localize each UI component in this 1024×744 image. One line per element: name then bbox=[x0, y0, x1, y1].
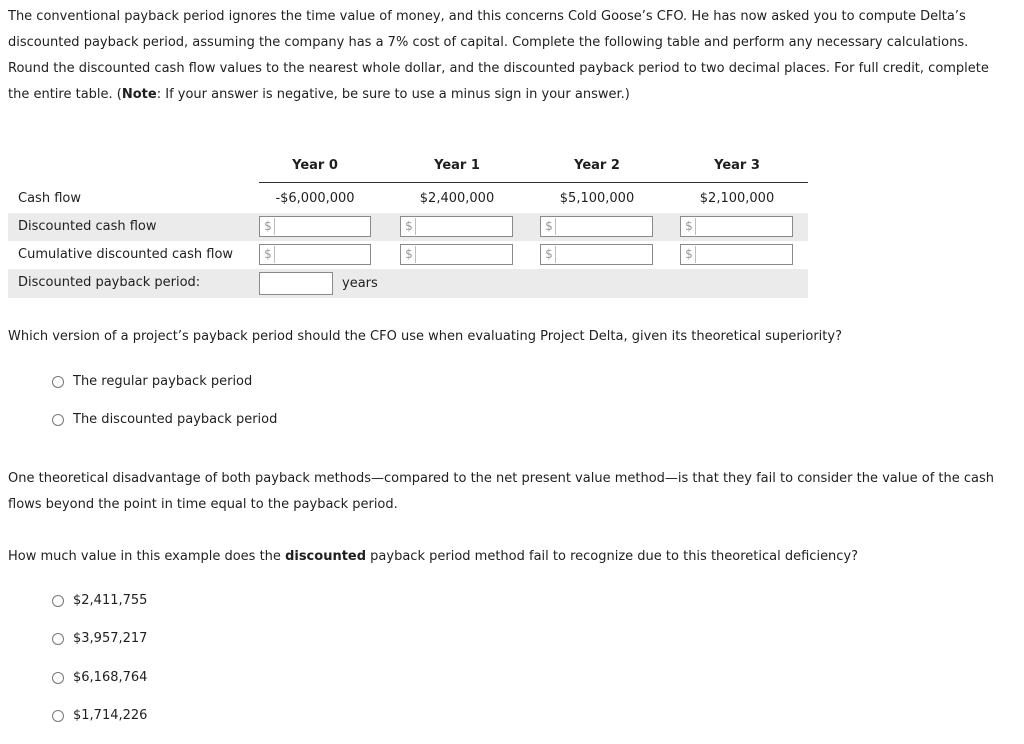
payback-table bbox=[8, 158, 808, 298]
dollar-sign: $ bbox=[262, 218, 275, 235]
radio-button[interactable] bbox=[52, 414, 64, 426]
row-label: Discounted cash flow bbox=[18, 219, 157, 234]
option-value-4[interactable] bbox=[52, 708, 147, 724]
option-regular-payback[interactable] bbox=[52, 374, 252, 390]
question-unrecognized-value: How much value in this example does the discounted payback period method fail to recognize due to this theoretical deficiency? bbox=[8, 549, 859, 564]
instructions-paragraph: The conventional payback period ignores the time value of money, and this concerns Cold Goose’s CFO. He has now asked you to compute Delta’s discounted payback period, assuming the company has a 7% cost of capital. Complete the following table and perform any necessary calculations. Round the discounted cash flow values to the nearest whole dollar, and the discounted payback period to two decimal places. For full credit, complete the entire table. (Note: If your answer is negative, be sure to use a minus sign in your answer.) bbox=[8, 9, 989, 102]
cash-flow-year-2: $5,100,000 bbox=[559, 191, 635, 206]
discounted-year-1-input[interactable] bbox=[400, 216, 513, 237]
cash-flow-year-3: $2,100,000 bbox=[699, 191, 775, 206]
cumulative-year-2-input[interactable] bbox=[540, 244, 653, 265]
radio-button[interactable] bbox=[52, 376, 64, 388]
header-year-0: Year 0 bbox=[292, 158, 338, 173]
header-year-3: Year 3 bbox=[714, 158, 760, 173]
discounted-year-2-input[interactable] bbox=[540, 216, 653, 237]
radio-button[interactable] bbox=[52, 710, 64, 722]
header-year-2: Year 2 bbox=[574, 158, 620, 173]
question-payback-version: Which version of a project’s payback period should the CFO use when evaluating Project Delta, given its theoretical superiority? bbox=[8, 329, 842, 344]
row-cumulative-discounted bbox=[8, 241, 808, 269]
dollar-sign: $ bbox=[683, 218, 696, 235]
option-value-2[interactable] bbox=[52, 631, 147, 647]
row-label: Cumulative discounted cash flow bbox=[18, 247, 234, 262]
dollar-sign: $ bbox=[683, 246, 696, 263]
note-label: Note bbox=[121, 87, 157, 102]
row-discounted-payback bbox=[8, 269, 808, 298]
row-discounted-cash-flow bbox=[8, 213, 808, 241]
option-label: The discounted payback period bbox=[73, 412, 278, 427]
row-cash-flow bbox=[8, 185, 808, 213]
dollar-sign: $ bbox=[403, 246, 416, 263]
option-label: $2,411,755 bbox=[73, 593, 148, 608]
payback-period-input[interactable] bbox=[259, 272, 333, 295]
disadvantage-statement: One theoretical disadvantage of both payback methods—compared to the net present value method—is that they fail to consider the value of the cash flows beyond the point in time equal to the payback period. bbox=[8, 471, 995, 512]
years-unit-label: years bbox=[342, 276, 378, 291]
dollar-sign: $ bbox=[543, 218, 556, 235]
dollar-sign: $ bbox=[403, 218, 416, 235]
option-value-3[interactable] bbox=[52, 670, 147, 686]
dollar-sign: $ bbox=[262, 246, 275, 263]
row-label: Cash flow bbox=[18, 191, 81, 206]
discounted-year-0-input[interactable] bbox=[259, 216, 371, 237]
header-year-1: Year 1 bbox=[434, 158, 480, 173]
option-label: $1,714,226 bbox=[73, 708, 148, 723]
option-discounted-payback[interactable] bbox=[52, 412, 277, 428]
radio-button[interactable] bbox=[52, 633, 64, 645]
cumulative-year-3-input[interactable] bbox=[680, 244, 793, 265]
radio-button[interactable] bbox=[52, 595, 64, 607]
cash-flow-year-1: $2,400,000 bbox=[419, 191, 495, 206]
cumulative-year-1-input[interactable] bbox=[400, 244, 513, 265]
option-label: $6,168,764 bbox=[73, 670, 148, 685]
header-divider bbox=[259, 182, 808, 183]
discounted-year-3-input[interactable] bbox=[680, 216, 793, 237]
cash-flow-year-0: -$6,000,000 bbox=[275, 191, 355, 206]
cumulative-year-0-input[interactable] bbox=[259, 244, 371, 265]
option-label: The regular payback period bbox=[73, 374, 253, 389]
row-label: Discounted payback period: bbox=[18, 275, 201, 290]
radio-button[interactable] bbox=[52, 672, 64, 684]
option-value-1[interactable] bbox=[52, 593, 147, 609]
dollar-sign: $ bbox=[543, 246, 556, 263]
option-label: $3,957,217 bbox=[73, 631, 148, 646]
